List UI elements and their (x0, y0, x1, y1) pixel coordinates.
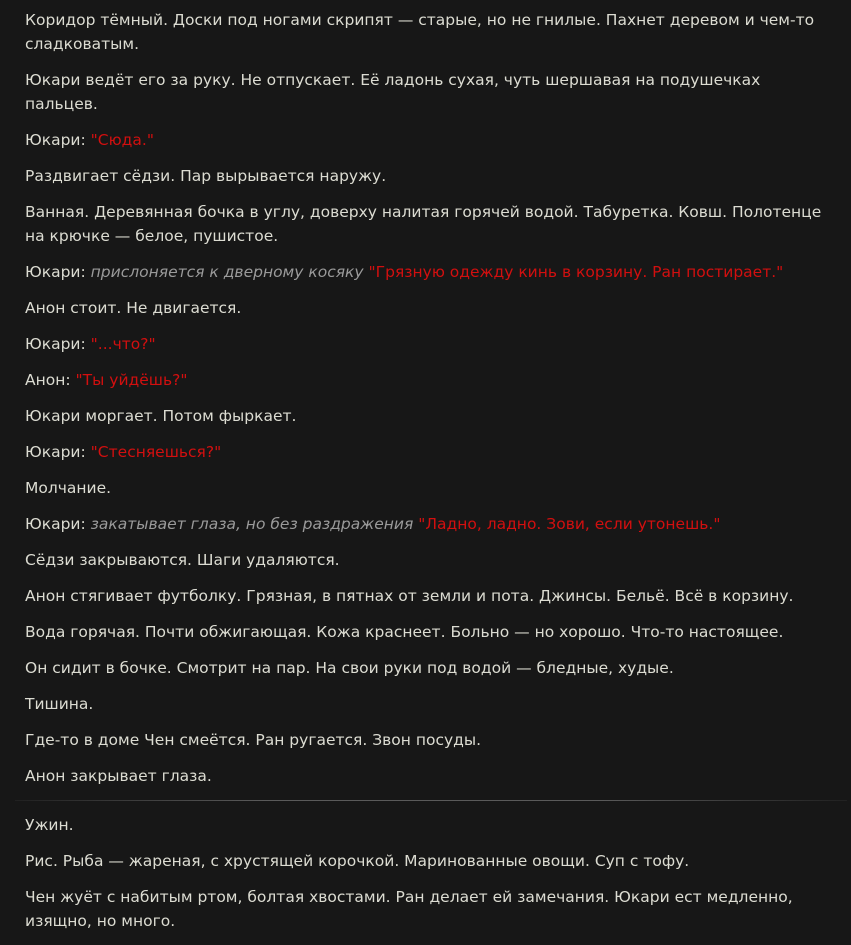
dialogue-line (25, 440, 837, 464)
paragraph-text: Коридор тёмный. Доски под ногами скрипят — старые, но не гнилые. Пахнет деревом и чем-то сладковатым. (25, 11, 815, 53)
quoted-speech: "Ладно, ладно. Зови, если утонешь." (418, 515, 721, 533)
paragraph-text: Ванная. Деревянная бочка в углу, доверху налитая горячей водой. Табуретка. Ковш. Полотенце на крючке — белое, пушистое. (25, 203, 822, 245)
paragraph-text: Где-то в доме Чен смеётся. Ран ругается. Звон посуды. (25, 731, 482, 749)
paragraph-text: Рис. Рыба — жареная, с хрустящей корочкой. Маринованные овощи. Суп с тофу. (25, 852, 690, 870)
paragraph-text: Анон стягивает футболку. Грязная, в пятнах от земли и пота. Джинсы. Бельё. Всё в корзину. (25, 587, 794, 605)
narration-paragraph (25, 164, 837, 188)
speaker-name: Анон: (25, 371, 71, 389)
narration-paragraph (25, 404, 837, 428)
narration-paragraph (25, 68, 837, 116)
narration-paragraph (25, 620, 837, 644)
paragraph-text: Анон стоит. Не двигается. (25, 299, 242, 317)
narration-paragraph (25, 584, 837, 608)
dialogue-line (25, 260, 837, 284)
speaker-name: Юкари: (25, 335, 86, 353)
section-divider (15, 800, 847, 801)
narration-paragraph (25, 849, 837, 873)
paragraph-text: Чен жуёт с набитым ртом, болтая хвостами. Ран делает ей замечания. Юкари ест медленно, изящно, но много. (25, 888, 793, 930)
dialogue-line (25, 332, 837, 356)
speaker-name: Юкари: (25, 131, 86, 149)
quoted-speech: "Стесняешься?" (90, 443, 222, 461)
narration-paragraph (25, 548, 837, 572)
message-text (25, 8, 837, 945)
speaker-name: Юкари: (25, 443, 86, 461)
paragraph-text: Он сидит в бочке. Смотрит на пар. На свои руки под водой — бледные, худые. (25, 659, 674, 677)
quoted-speech: "Ты уйдёшь?" (75, 371, 188, 389)
speaker-name: Юкари: (25, 515, 86, 533)
paragraph-text: Раздвигает сёдзи. Пар вырывается наружу. (25, 167, 387, 185)
narration-paragraph (25, 200, 837, 248)
narration-paragraph (25, 296, 837, 320)
speaker-name: Юкари: (25, 263, 86, 281)
dialogue-line (25, 512, 837, 536)
quoted-speech: "Грязную одежду кинь в корзину. Ран постирает." (368, 263, 784, 281)
narration-paragraph (25, 764, 837, 788)
paragraph-text: Тишина. (25, 695, 94, 713)
action-text: закатывает глаза, но без раздражения (90, 515, 414, 533)
narration-paragraph (25, 476, 837, 500)
quoted-speech: "Сюда." (90, 131, 154, 149)
narration-paragraph (25, 656, 837, 680)
paragraph-text: Ужин. (25, 816, 74, 834)
narration-paragraph (25, 8, 837, 56)
narration-paragraph (25, 692, 837, 716)
paragraph-text: Сёдзи закрываются. Шаги удаляются. (25, 551, 340, 569)
paragraph-text: Юкари ведёт его за руку. Не отпускает. Её ладонь сухая, чуть шершавая на подушечках пальцев. (25, 71, 761, 113)
paragraph-text: Юкари моргает. Потом фыркает. (25, 407, 297, 425)
quoted-speech: "...что?" (90, 335, 156, 353)
paragraph-text: Вода горячая. Почти обжигающая. Кожа краснеет. Больно — но хорошо. Что-то настоящее. (25, 623, 784, 641)
action-text: прислоняется к дверному косяку (90, 263, 364, 281)
dialogue-line (25, 128, 837, 152)
narration-paragraph (25, 813, 837, 837)
paragraph-text: Анон закрывает глаза. (25, 767, 212, 785)
narration-paragraph (25, 728, 837, 752)
dialogue-line (25, 368, 837, 392)
paragraph-text: Молчание. (25, 479, 112, 497)
narration-paragraph (25, 885, 837, 933)
